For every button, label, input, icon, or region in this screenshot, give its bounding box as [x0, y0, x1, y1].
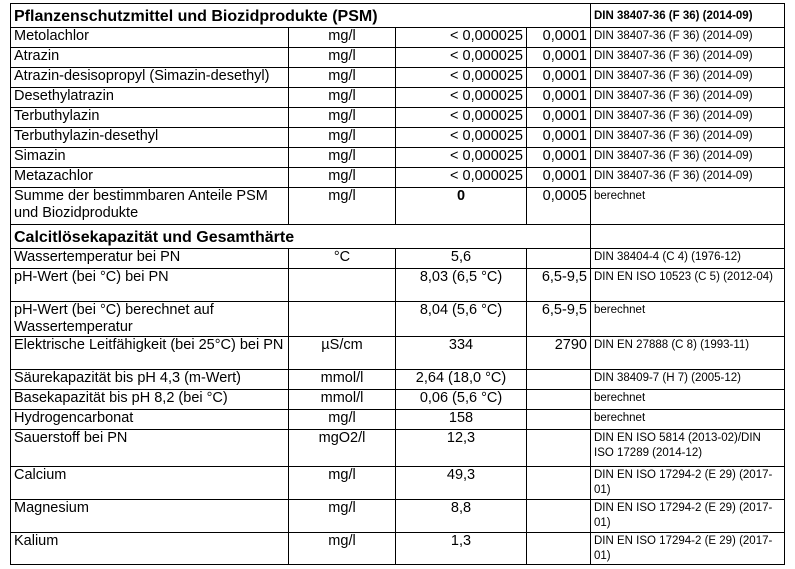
- unit-cell: mg/l: [289, 68, 396, 88]
- limit-cell: 6,5-9,5: [527, 302, 591, 337]
- table-row: [11, 108, 785, 128]
- limit-cell: 6,5-9,5: [527, 269, 591, 302]
- limit-cell: [527, 500, 591, 533]
- value-cell: 1,3: [396, 533, 527, 565]
- section-method: DIN 38407-36 (F 36) (2014-09): [591, 4, 785, 28]
- method-cell: DIN EN ISO 17294-2 (E 29) (2017-01): [591, 500, 785, 533]
- value-cell: 8,04 (5,6 °C): [396, 302, 527, 337]
- method-cell: DIN 38407-36 (F 36) (2014-09): [591, 88, 785, 108]
- method-cell: berechnet: [591, 410, 785, 430]
- parameter-name: Desethylatrazin: [11, 88, 289, 108]
- unit-cell: [289, 269, 396, 302]
- unit-cell: mmol/l: [289, 370, 396, 390]
- parameter-name: Kalium: [11, 533, 289, 565]
- unit-cell: mg/l: [289, 108, 396, 128]
- unit-cell: mgO2/l: [289, 430, 396, 467]
- method-cell: DIN 38409-7 (H 7) (2005-12): [591, 370, 785, 390]
- parameter-name: Basekapazität bis pH 8,2 (bei °C): [11, 390, 289, 410]
- parameter-name: Metazachlor: [11, 168, 289, 188]
- parameter-name: Sauerstoff bei PN: [11, 430, 289, 467]
- section-title: Calcitlösekapazität und Gesamthärte: [11, 225, 591, 249]
- unit-cell: mg/l: [289, 128, 396, 148]
- unit-cell: mg/l: [289, 48, 396, 68]
- method-cell: DIN 38407-36 (F 36) (2014-09): [591, 48, 785, 68]
- limit-cell: 0,0001: [527, 108, 591, 128]
- limit-cell: 0,0001: [527, 48, 591, 68]
- parameter-name: Simazin: [11, 148, 289, 168]
- limit-cell: [527, 467, 591, 500]
- parameter-name: Wassertemperatur bei PN: [11, 249, 289, 269]
- parameter-name: Magnesium: [11, 500, 289, 533]
- limit-cell: 0,0001: [527, 168, 591, 188]
- method-cell: DIN EN ISO 5814 (2013-02)/DIN ISO 17289 (2014-12): [591, 430, 785, 467]
- limit-cell: 0,0001: [527, 148, 591, 168]
- method-cell: DIN EN 27888 (C 8) (1993-11): [591, 337, 785, 370]
- unit-cell: µS/cm: [289, 337, 396, 370]
- limit-cell: 0,0001: [527, 88, 591, 108]
- limit-cell: 0,0001: [527, 128, 591, 148]
- limit-cell: 0,0001: [527, 28, 591, 48]
- parameter-name: pH-Wert (bei °C) bei PN: [11, 269, 289, 302]
- sum-row: [11, 188, 785, 225]
- unit-cell: mg/l: [289, 148, 396, 168]
- table-row: [11, 269, 785, 302]
- method-cell: DIN 38404-4 (C 4) (1976-12): [591, 249, 785, 269]
- parameter-name: Atrazin-desisopropyl (Simazin-desethyl): [11, 68, 289, 88]
- method-cell: berechnet: [591, 302, 785, 337]
- unit-cell: °C: [289, 249, 396, 269]
- value-cell: < 0,000025: [396, 148, 527, 168]
- method-cell: DIN EN ISO 17294-2 (E 29) (2017-01): [591, 467, 785, 500]
- unit-cell: mg/l: [289, 410, 396, 430]
- unit-cell: mg/l: [289, 188, 396, 225]
- method-cell: berechnet: [591, 390, 785, 410]
- value-cell: 334: [396, 337, 527, 370]
- method-cell: DIN EN ISO 17294-2 (E 29) (2017-01): [591, 533, 785, 565]
- value-cell: 8,8: [396, 500, 527, 533]
- table-row: [11, 302, 785, 337]
- limit-cell: [527, 410, 591, 430]
- table-row: [11, 249, 785, 269]
- table-row: [11, 467, 785, 500]
- unit-cell: mg/l: [289, 500, 396, 533]
- limit-cell: 2790: [527, 337, 591, 370]
- value-cell: < 0,000025: [396, 108, 527, 128]
- limit-cell: [527, 533, 591, 565]
- value-cell: 49,3: [396, 467, 527, 500]
- section-header: [11, 225, 785, 249]
- method-cell: DIN 38407-36 (F 36) (2014-09): [591, 68, 785, 88]
- section-header: [11, 4, 785, 28]
- unit-cell: mg/l: [289, 467, 396, 500]
- unit-cell: mg/l: [289, 88, 396, 108]
- table-row: [11, 128, 785, 148]
- table-row: [11, 28, 785, 48]
- table-row: [11, 390, 785, 410]
- value-cell: 5,6: [396, 249, 527, 269]
- table-row: [11, 337, 785, 370]
- method-cell: DIN 38407-36 (F 36) (2014-09): [591, 168, 785, 188]
- method-cell: DIN 38407-36 (F 36) (2014-09): [591, 28, 785, 48]
- parameter-name: Atrazin: [11, 48, 289, 68]
- unit-cell: mg/l: [289, 533, 396, 565]
- unit-cell: mg/l: [289, 168, 396, 188]
- table-row: [11, 533, 785, 565]
- section-method: [591, 225, 785, 249]
- table-row: [11, 410, 785, 430]
- table-row: [11, 148, 785, 168]
- limit-cell: 0,0005: [527, 188, 591, 225]
- limit-cell: [527, 249, 591, 269]
- limit-cell: 0,0001: [527, 68, 591, 88]
- parameter-name: Hydrogencarbonat: [11, 410, 289, 430]
- parameter-name: Terbuthylazin-desethyl: [11, 128, 289, 148]
- value-cell: 12,3: [396, 430, 527, 467]
- results-table: [10, 3, 785, 565]
- method-cell: DIN 38407-36 (F 36) (2014-09): [591, 148, 785, 168]
- limit-cell: [527, 430, 591, 467]
- value-cell: < 0,000025: [396, 48, 527, 68]
- table-row: [11, 430, 785, 467]
- value-cell: 2,64 (18,0 °C): [396, 370, 527, 390]
- section-title: Pflanzenschutzmittel und Biozidprodukte (PSM): [11, 4, 591, 28]
- parameter-name: Calcium: [11, 467, 289, 500]
- parameter-name: pH-Wert (bei °C) berechnet auf Wassertemperatur: [11, 302, 289, 337]
- limit-cell: [527, 390, 591, 410]
- value-cell: < 0,000025: [396, 168, 527, 188]
- value-cell: 158: [396, 410, 527, 430]
- table-row: [11, 88, 785, 108]
- value-cell: 0,06 (5,6 °C): [396, 390, 527, 410]
- table-row: [11, 500, 785, 533]
- parameter-name: Summe der bestimmbaren Anteile PSM und Biozidprodukte: [11, 188, 289, 225]
- value-cell: 8,03 (6,5 °C): [396, 269, 527, 302]
- method-cell: berechnet: [591, 188, 785, 225]
- value-cell: < 0,000025: [396, 28, 527, 48]
- table-row: [11, 68, 785, 88]
- method-cell: DIN 38407-36 (F 36) (2014-09): [591, 128, 785, 148]
- method-cell: DIN 38407-36 (F 36) (2014-09): [591, 108, 785, 128]
- parameter-name: Säurekapazität bis pH 4,3 (m-Wert): [11, 370, 289, 390]
- unit-cell: mg/l: [289, 28, 396, 48]
- value-cell: < 0,000025: [396, 88, 527, 108]
- value-cell: < 0,000025: [396, 128, 527, 148]
- value-cell: 0: [396, 188, 527, 225]
- unit-cell: mmol/l: [289, 390, 396, 410]
- table-row: [11, 370, 785, 390]
- table-row: [11, 168, 785, 188]
- method-cell: DIN EN ISO 10523 (C 5) (2012-04): [591, 269, 785, 302]
- table-row: [11, 48, 785, 68]
- unit-cell: [289, 302, 396, 337]
- value-cell: < 0,000025: [396, 68, 527, 88]
- parameter-name: Metolachlor: [11, 28, 289, 48]
- parameter-name: Terbuthylazin: [11, 108, 289, 128]
- limit-cell: [527, 370, 591, 390]
- parameter-name: Elektrische Leitfähigkeit (bei 25°C) bei PN: [11, 337, 289, 370]
